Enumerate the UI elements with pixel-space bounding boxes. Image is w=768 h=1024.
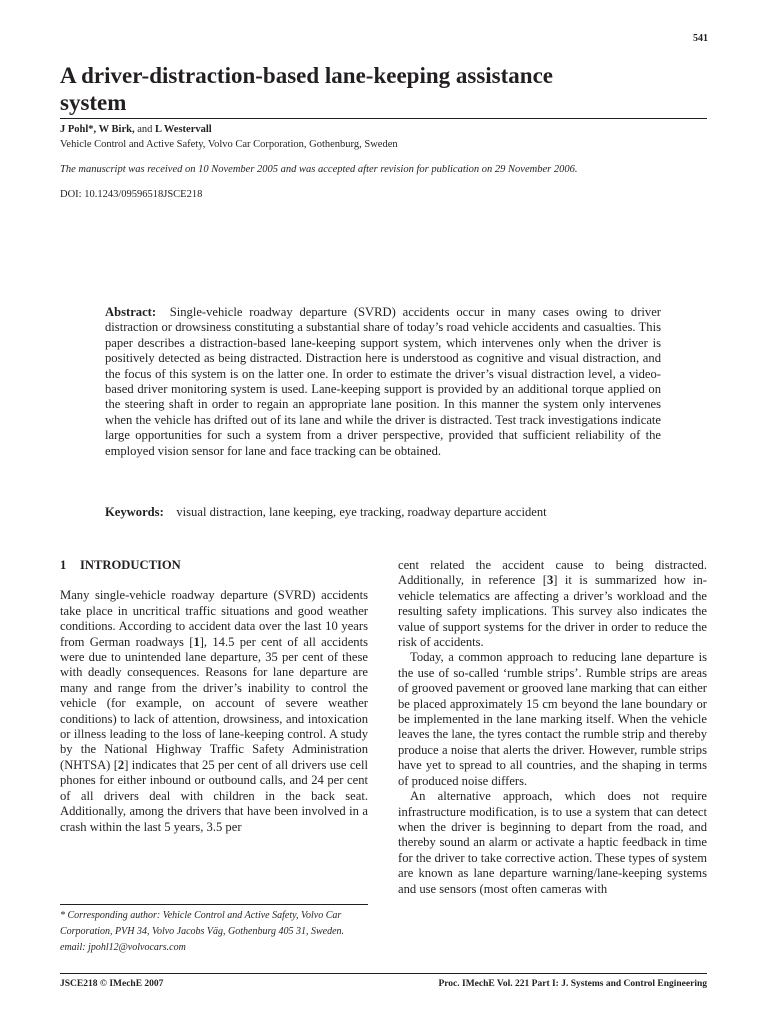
keywords-label: Keywords:	[105, 505, 164, 519]
keywords-text: visual distraction, lane keeping, eye tracking, roadway departure accident	[163, 505, 547, 519]
page-number: 541	[693, 33, 708, 44]
keywords	[105, 505, 547, 520]
author-name: J Pohl	[60, 124, 89, 135]
title-divider	[60, 118, 707, 119]
footer-journal-citation: Proc. IMechE Vol. 221 Part I: J. Systems and Control Engineering	[438, 979, 707, 989]
paragraph-text: ] it is summarized how in-vehicle telematics are affecting a driver’s workload and the resulting safety implications. This survey also indicates the value of support systems for the driver in order to reduce the risk of accidents.	[398, 573, 707, 650]
paragraph-text: ] indicates that 25 per cent of all drivers use cell phones for either inbound or outbound calls, and 24 per cent of all drivers deal with children in the back seat. Additionally, among the drivers that have been involved in a crash within the last 5 years, 3.5 per	[60, 757, 368, 834]
body-paragraph: Today, a common approach to reducing lane departure is the use of so-called ‘rumble strips’. Rumble strips are areas of grooved pavement or grooved lane marking that can either be placed approximately 15 cm beyond the lane boundary or be implemented in the lane marking itself. When the vehicle leaves the lane, the tyres contact the rumble strip and thereby produce a noise that alerts the driver. However, rumble strips have yet to spread to all countries, and the shaping in terms of produced noise differs.	[398, 650, 707, 788]
right-column	[398, 558, 707, 897]
body-paragraph: An alternative approach, which does not require infrastructure modification, is to use a system that can detect when the driver is beginning to depart from the road, and thereby sound an alarm or activate a haptic feedback in time for the driver to take corrective action. These types of system are known as lane departure warning/lane-keeping systems and use sensors (most often cameras with	[398, 789, 707, 896]
section-number: 1	[60, 558, 67, 572]
corresponding-author-mark: *	[88, 124, 94, 135]
abstract-label: Abstract:	[105, 305, 157, 319]
footer-divider	[60, 973, 707, 974]
body-paragraph	[398, 558, 707, 650]
corresponding-author-footnote: * Corresponding author: Vehicle Control and Active Safety, Volvo Car Corporation, PVH 34, Volvo Jacobs Väg, Gothenburg 405 31, Sweden. email: jpohl12@volvocars.com	[60, 910, 345, 953]
doi: DOI: 10.1243/09596518JSCE218	[60, 189, 203, 200]
author-name: W Birk,	[98, 124, 135, 135]
author-name: L Westervall	[155, 124, 212, 135]
footnote-divider	[60, 904, 368, 905]
body-paragraph	[60, 588, 368, 835]
author-affiliation: Vehicle Control and Active Safety, Volvo Car Corporation, Gothenburg, Sweden	[60, 139, 398, 150]
citation-ref-1: 1	[193, 634, 200, 649]
abstract	[105, 305, 665, 459]
citation-ref-3: 3	[546, 573, 554, 588]
paragraph-text: ], 14.5 per cent of all accidents were due to unintended lane departure, 35 per cent of these with deadly consequences. Reasons for lane departure are many and range from the driver’s inability to control the vehicle (for example, on account of severe weather conditions) to lack of attention, drowsiness, and intoxication or illness leading to the loss of lane-keeping control. A study by the National Highway Traffic Safety Administration (NHTSA) [	[60, 634, 368, 772]
footer-journal-code: JSCE218 © IMechE 2007	[60, 979, 164, 989]
author-separator: and	[134, 124, 156, 135]
citation-ref-2: 2	[117, 757, 125, 772]
manuscript-received-note: The manuscript was received on 10 November 2005 and was accepted after revision for publication on 29 November 2006.	[60, 164, 578, 175]
article-title: A driver-distraction-based lane-keeping assistance system	[60, 63, 553, 115]
left-column	[60, 558, 368, 835]
section-title: INTRODUCTION	[80, 558, 181, 572]
abstract-text: Single-vehicle roadway departure (SVRD) accidents occur in many cases owing to driver distraction or drowsiness constituting a substantial share of today’s road vehicle accidents and casualties. This paper describes a distraction-based lane-keeping support system, which intervenes only when the driver is positively detected as being distracted. Distraction here is understood as cognitive and visual distraction, and the focus of this system is on the latter one. In order to estimate the driver’s visual distraction level, a video-based driver monitoring system is used. Lane-keeping support is provided by an additional torque applied on the steering shaft in order to regain an appropriate lane position. In this manner the system only intervenes when the vehicle has drifted out of its lane and while the driver is distracted. Test track investigations indicate large opportunities for such a system from a driver perspective, provided that sufficient reliability of the employed vision sensor for lane and face tracking can be obtained.	[105, 305, 665, 458]
paragraph-text: Many single-vehicle roadway departure (SVRD) accidents take place in uncritical traffic situations and good weather conditions. According to accident data over the last 10 years from German roadways [	[60, 588, 368, 649]
author-line	[60, 124, 212, 135]
author-separator: ,	[93, 124, 99, 135]
paragraph-text: cent related the accident cause to being distracted. Additionally, in reference [	[398, 558, 707, 588]
section-heading	[60, 558, 368, 573]
